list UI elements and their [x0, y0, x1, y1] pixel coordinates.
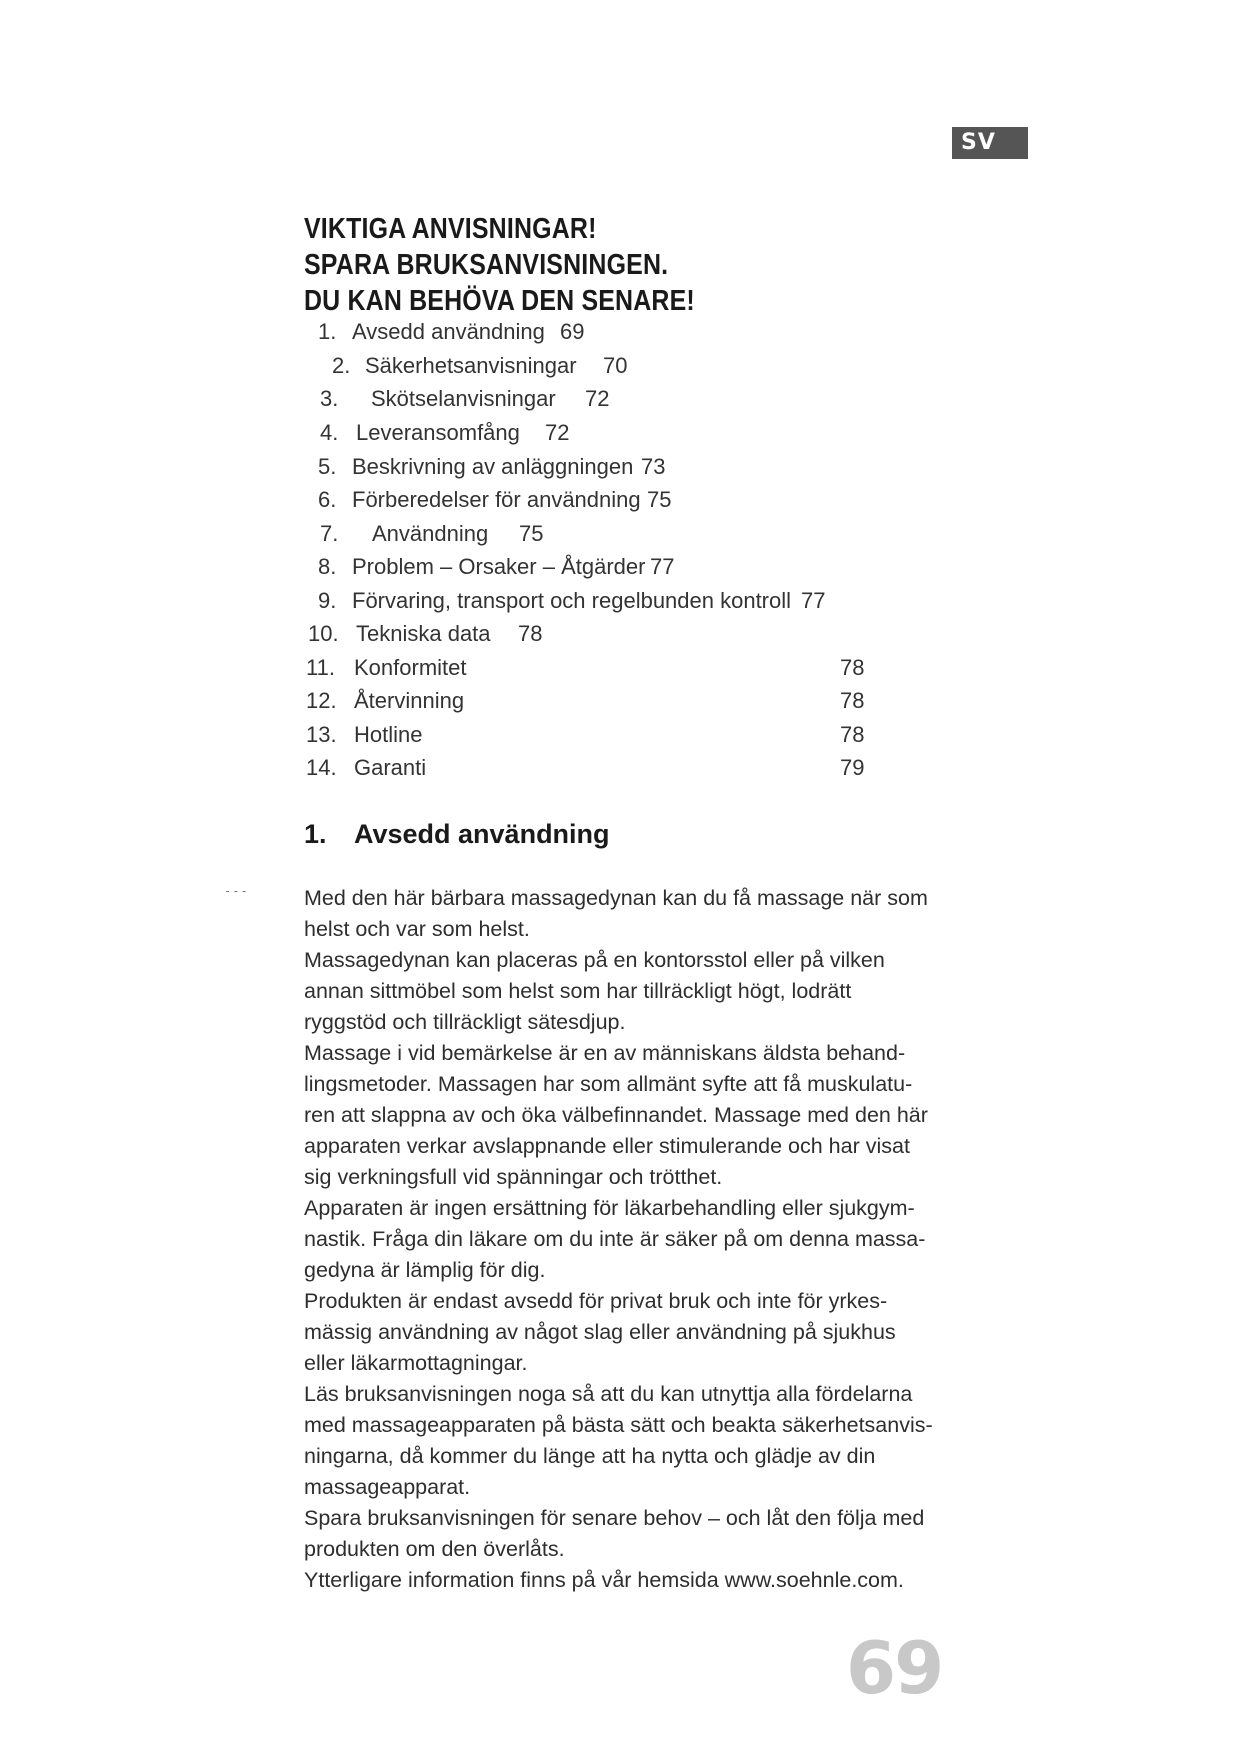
toc-entry-number: 1.: [318, 319, 337, 344]
body-line: Med den här bärbara massagedynan kan du få massage när som: [304, 886, 928, 910]
toc-entry-page: 72: [585, 386, 610, 411]
toc-entry-page: 73: [641, 454, 666, 479]
toc-entry-number: 5.: [318, 454, 337, 479]
toc-entry-number: 6.: [318, 487, 337, 512]
body-line: mässig användning av något slag eller användning på sjukhus: [304, 1320, 896, 1344]
toc-entry-page: 78: [840, 722, 865, 747]
toc-entry-number: 8.: [318, 554, 337, 579]
toc-entry-number: 7.: [320, 521, 339, 546]
toc-entry-number: 10.: [308, 621, 339, 646]
body-line: Apparaten är ingen ersättning för läkarbehandling eller sjukgym-: [304, 1196, 915, 1220]
body-line: sig verkningsfull vid spänningar och trötthet.: [304, 1165, 723, 1189]
body-line: Massage i vid bemärkelse är en av människans äldsta behand-: [304, 1041, 906, 1065]
body-line: ningarna, då kommer du länge att ha nytta och glädje av din: [304, 1444, 876, 1468]
toc-entry-title: Beskrivning av anläggningen: [352, 454, 634, 479]
body-line: apparaten verkar avslappnande eller stimulerande och har visat: [304, 1134, 910, 1158]
toc-entry-page: 69: [560, 319, 585, 344]
toc-entry-title: Tekniska data: [356, 621, 491, 646]
body-line: helst och var som helst.: [304, 917, 530, 941]
toc-entry-page: 79: [840, 755, 865, 780]
toc-entry-page: 70: [603, 353, 628, 378]
body-line: Massagedynan kan placeras på en kontorsstol eller på vilken: [304, 948, 885, 972]
headline-line: VIKTIGA ANVISNINGAR!: [304, 213, 597, 245]
section-heading: [304, 816, 610, 852]
toc-entry-title: Förberedelser för användning: [352, 487, 641, 512]
body-line: produkten om den överlåts.: [304, 1537, 565, 1561]
table-of-contents: [0, 0, 1241, 800]
language-badge: SV: [952, 127, 1028, 159]
toc-entry-title: Skötselanvisningar: [371, 386, 556, 411]
body-line: Spara bruksanvisningen för senare behov – och låt den följa med: [304, 1506, 925, 1530]
toc-entry-title: Leveransomfång: [356, 420, 520, 445]
body-line: lingsmetoder. Massagen har som allmänt syfte att få muskulatu-: [304, 1072, 913, 1096]
page-number: 69: [846, 1626, 943, 1710]
toc-entry-number: 9.: [318, 588, 337, 613]
toc-entry-page: 78: [518, 621, 543, 646]
toc-entry-page: 75: [647, 487, 672, 512]
toc-entry-number: 11.: [306, 655, 335, 680]
toc-entry-title: Förvaring, transport och regelbunden kontroll: [352, 588, 792, 613]
toc-entry-title: Återvinning: [354, 688, 465, 713]
toc-entry-title: Garanti: [354, 755, 427, 780]
body-line: massageapparat.: [304, 1475, 471, 1499]
body-line: ren att slappna av och öka välbefinnandet. Massage med den här: [304, 1103, 928, 1127]
toc-entry-title: Problem – Orsaker – Åtgärder: [352, 554, 646, 579]
toc-entry-number: 3.: [320, 386, 339, 411]
body-line: ryggstöd och tillräckligt sätesdjup.: [304, 1010, 626, 1034]
toc-entry-page: 78: [840, 655, 865, 680]
body-line: med massageapparaten på bästa sätt och beakta säkerhetsanvis-: [304, 1413, 933, 1437]
headline-line: DU KAN BEHÖVA DEN SENARE!: [304, 285, 695, 317]
section-title: Avsedd användning: [354, 819, 610, 849]
headline-line: SPARA BRUKSANVISNINGEN.: [304, 249, 669, 281]
toc-entry-page: 78: [840, 688, 865, 713]
toc-entry-title: Avsedd användning: [352, 319, 545, 344]
body-line: Läs bruksanvisningen noga så att du kan utnyttja alla fördelarna: [304, 1382, 913, 1406]
body-line: gedyna är lämplig för dig.: [304, 1258, 546, 1282]
section-number: 1.: [304, 819, 327, 849]
toc-entry-page: 77: [801, 588, 826, 613]
toc-entry-title: Säkerhetsanvisningar: [365, 353, 577, 378]
toc-entry-title: Hotline: [354, 722, 423, 747]
toc-entry-number: 2.: [332, 353, 351, 378]
toc-entry-title: Konformitet: [354, 655, 467, 680]
body-line: eller läkarmottagningar.: [304, 1351, 528, 1375]
body-line: Ytterligare information finns på vår hemsida www.soehnle.com.: [304, 1568, 904, 1592]
body-line: Produkten är endast avsedd för privat bruk och inte för yrkes-: [304, 1289, 888, 1313]
toc-entry-number: 13.: [306, 722, 337, 747]
margin-mark: ---: [224, 884, 249, 898]
toc-entry-number: 4.: [320, 420, 339, 445]
toc-entry-title: Användning: [372, 521, 489, 546]
toc-entry-page: 77: [650, 554, 675, 579]
toc-entry-page: 75: [519, 521, 544, 546]
body-line: nastik. Fråga din läkare om du inte är säker på om denna massa-: [304, 1227, 926, 1251]
toc-entry-page: 72: [545, 420, 570, 445]
toc-entry-number: 14.: [306, 755, 337, 780]
section-body: [304, 883, 944, 1596]
toc-entry-number: 12.: [306, 688, 337, 713]
body-line: annan sittmöbel som helst som har tillräckligt högt, lodrätt: [304, 979, 852, 1003]
